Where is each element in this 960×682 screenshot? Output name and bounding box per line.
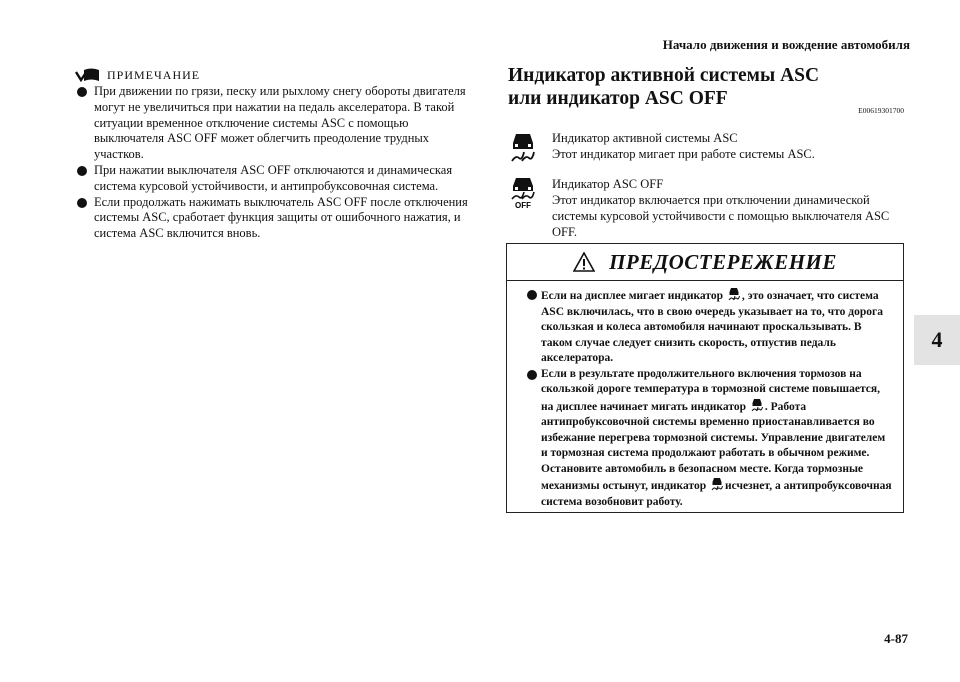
note-list <box>75 84 475 242</box>
warning-title: ПРЕДОСТЕРЕЖЕНИЕ <box>609 249 837 274</box>
warning-triangle-icon <box>573 252 595 272</box>
warning-item: Если на дисплее мигает индикатор , это означает, что система ASC включилась, что в свою очередь указывает на то, что дорога скользкая и колеса автомобиля начинают проскальзывать. В таком случае следует снизить скорость, отпустив педаль акселератора. <box>507 287 893 367</box>
asc-active-icon <box>711 477 723 491</box>
note-item: При нажатии выключателя ASC OFF отключаются и динамическая система курсовой устойчивости, и антипробуксовочная система. <box>75 163 475 195</box>
running-header: Начало движения и вождение автомобиля <box>662 37 910 52</box>
asc-active-icon <box>728 287 740 301</box>
note-icon <box>75 66 101 84</box>
svg-text:OFF: OFF <box>515 201 531 210</box>
asc-active-icon <box>751 398 763 412</box>
indicator-row-asc-off <box>508 176 908 240</box>
indicator-desc: Этот индикатор включается при отключении динамической системы курсовой устойчивости с помощью выключателя ASC OFF. <box>552 193 890 239</box>
indicator-desc: Этот индикатор мигает при работе системы ASC. <box>552 147 815 161</box>
page-number: 4-87 <box>884 631 908 646</box>
warning-box <box>506 243 904 513</box>
indicator-name: Индикатор активной системы ASC <box>552 131 738 145</box>
indicator-row-asc-active <box>508 130 908 164</box>
asc-off-icon <box>508 176 538 210</box>
warning-list <box>507 287 903 510</box>
indicator-name: Индикатор ASC OFF <box>552 177 664 191</box>
note-label: ПРИМЕЧАНИЕ <box>107 67 201 82</box>
warning-item: Если в результате продолжительного включения тормозов на скользкой дороге температура в тормозной системе повышается, на дисплее начинает мигать индикатор . Работа антипробуксовочной системы временно приостанавливается во избежание перегрева тормозной системы. Управление двигателем и тормозная система продолжают работать в обычном режиме. Остановите автомобиль в безопасном месте. Когда тормозные механизмы остынут, индикатор исчезнет, а антипробуксовочная система возобновит работу. <box>507 367 893 511</box>
note-item: Если продолжать нажимать выключатель ASC OFF после отключения системы ASC, сработает функция защиты от ошибочного нажатия, и система ASC включится вновь. <box>75 195 475 242</box>
asc-active-icon <box>508 130 538 164</box>
note-item: При движении по грязи, песку или рыхлому снегу обороты двигателя могут не увеличиться при нажатии на педаль акселератора. В такой ситуации временное отключение системы ASC с помощью выключателя ASC OFF может облегчить преодоление трудных участков. <box>75 84 475 163</box>
warning-header <box>507 244 903 281</box>
section-title: Индикатор активной системы ASC или индикатор ASC OFF <box>508 65 820 109</box>
chapter-tab: 4 <box>914 315 960 365</box>
note-header <box>75 66 200 84</box>
document-code: E00619301700 <box>858 106 904 115</box>
